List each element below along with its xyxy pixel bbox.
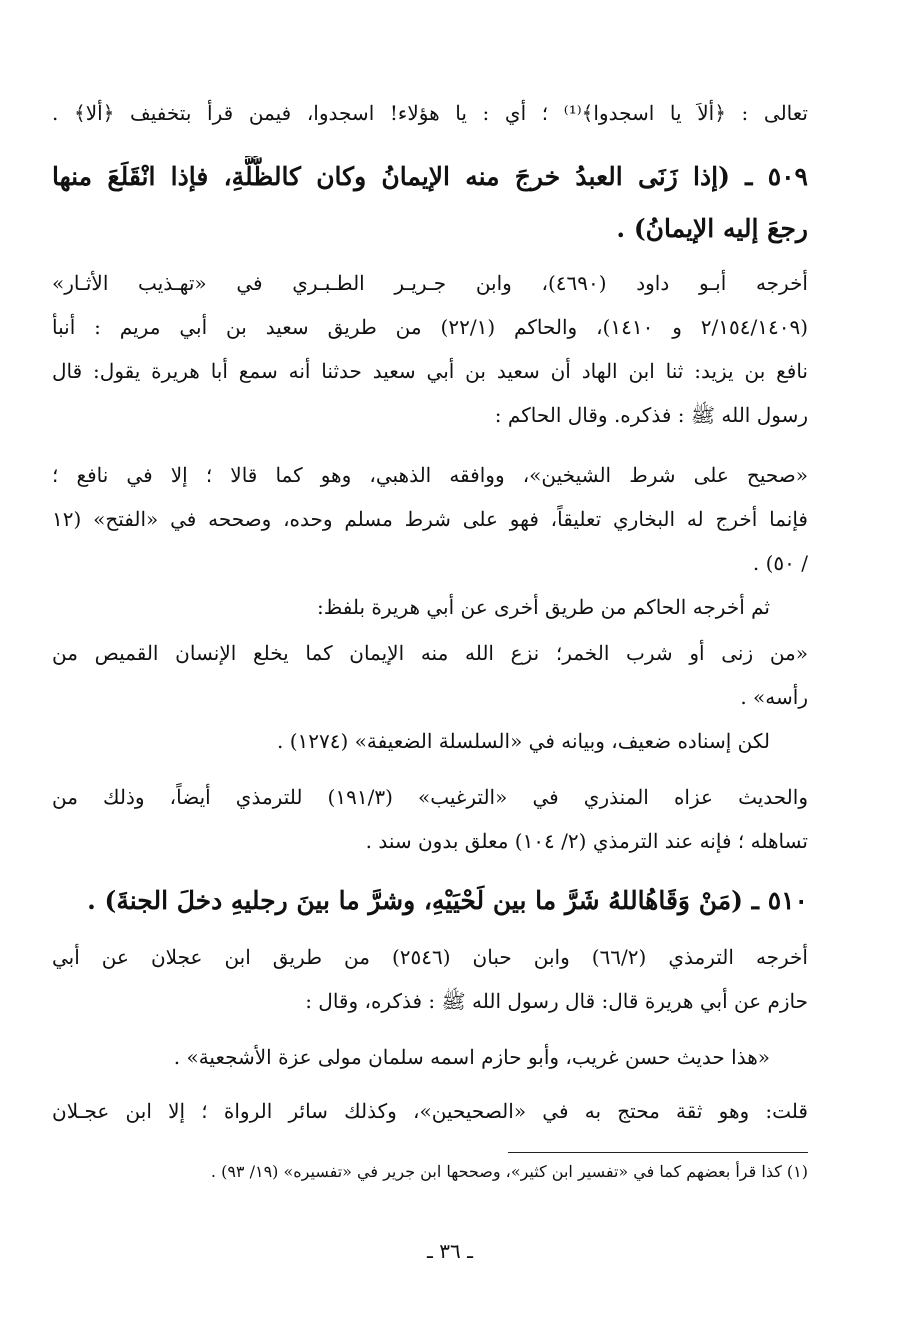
text-line-13: رأسه» . xyxy=(740,685,808,709)
footnote-1: (١) كذا قرأ بعضهم كما في «تفسير ابن كثير»، وصححها ابن جرير في «تفسيره» (١٩/ ٩٣) . xyxy=(210,1162,808,1181)
hadith-509-line-2: رجعَ إليه الإيمانُ) . xyxy=(616,214,808,243)
text-line-7: رسول الله ﷺ : فذكره. وقال الحاكم : xyxy=(494,403,808,427)
hadith-509-line-1: ٥٠٩ ـ (إذا زَنَى العبدُ خرجَ منه الإيمانُ وكان كالظُّلَّةِ، فإذا انْقَلَعَ منها xyxy=(52,162,808,191)
text-line-19: حازم عن أبي هريرة قال: قال رسول الله ﷺ : فذكره، وقال : xyxy=(305,989,808,1013)
text-line-1: تعالى : ﴿ألاَ يا اسجدوا﴾⁽¹⁾ ؛ أي : يا هؤلاء! اسجدوا، فيمن قرأ بتخفيف ﴿ألا﴾ . xyxy=(52,101,808,125)
text-line-18: أخرجه الترمذي (٦٦/٢) وابن حبان (٢٥٤٦) من طريق ابن عجلان عن أبي xyxy=(52,945,808,969)
text-line-15: والحديث عزاه المنذري في «الترغيب» (١٩١/٣) للترمذي أيضاً، وذلك من xyxy=(52,785,808,809)
text-line-11: ثم أخرجه الحاكم من طريق أخرى عن أبي هريرة بلفظ: xyxy=(316,595,770,619)
text-line-20: «هذا حديث حسن غريب، وأبو حازم اسمه سلمان مولى عزة الأشجعية» . xyxy=(173,1045,770,1069)
text-line-14: لكن إسناده ضعيف، وبيانه في «السلسلة الضعيفة» (١٢٧٤) . xyxy=(277,729,770,753)
page-number: ـ ٣٦ ـ xyxy=(427,1239,473,1263)
text-line-12: «من زنى أو شرب الخمر؛ نزع الله منه الإيمان كما يخلع الإنسان القميص من xyxy=(52,641,808,665)
text-line-5: (٢/١٥٤/١٤٠٩ و ١٤١٠)، والحاكم (٢٢/١) من طريق سعيد بن أبي مريم : أنبأ xyxy=(52,315,808,339)
text-line-6: نافع بن يزيد: ثنا ابن الهاد أن سعيد بن أبي سعيد حدثنا أنه سمع أبا هريرة يقول: قال xyxy=(52,359,808,383)
text-line-4: أخرجه أبـو داود (٤٦٩٠)، وابن جـريـر الطـبـري في «تهـذيب الأثـار» xyxy=(52,271,808,295)
text-line-10: / ٥٠) . xyxy=(752,551,808,575)
text-line-8: «صحيح على شرط الشيخين»، ووافقه الذهبي، وهو كما قالا ؛ إلا في نافع ؛ xyxy=(52,463,808,487)
footnote-divider xyxy=(508,1152,808,1153)
text-line-21: قلت: وهو ثقة محتج به في «الصحيحين»، وكذلك سائر الرواة ؛ إلا ابن عجـلان xyxy=(52,1099,808,1123)
hadith-510-line: ٥١٠ ـ (مَنْ وَقَاهُاللهُ شَرَّ ما بين لَحْيَيْهِ، وشرَّ ما بينَ رجليهِ دخلَ الجنةَ) . xyxy=(87,886,808,915)
text-line-16: تساهله ؛ فإنه عند الترمذي (٢/ ١٠٤) معلق بدون سند . xyxy=(365,829,808,853)
text-line-9: فإنما أخرج له البخاري تعليقاً، فهو على شرط مسلم وحده، وصححه في «الفتح» (١٢ xyxy=(52,507,808,531)
